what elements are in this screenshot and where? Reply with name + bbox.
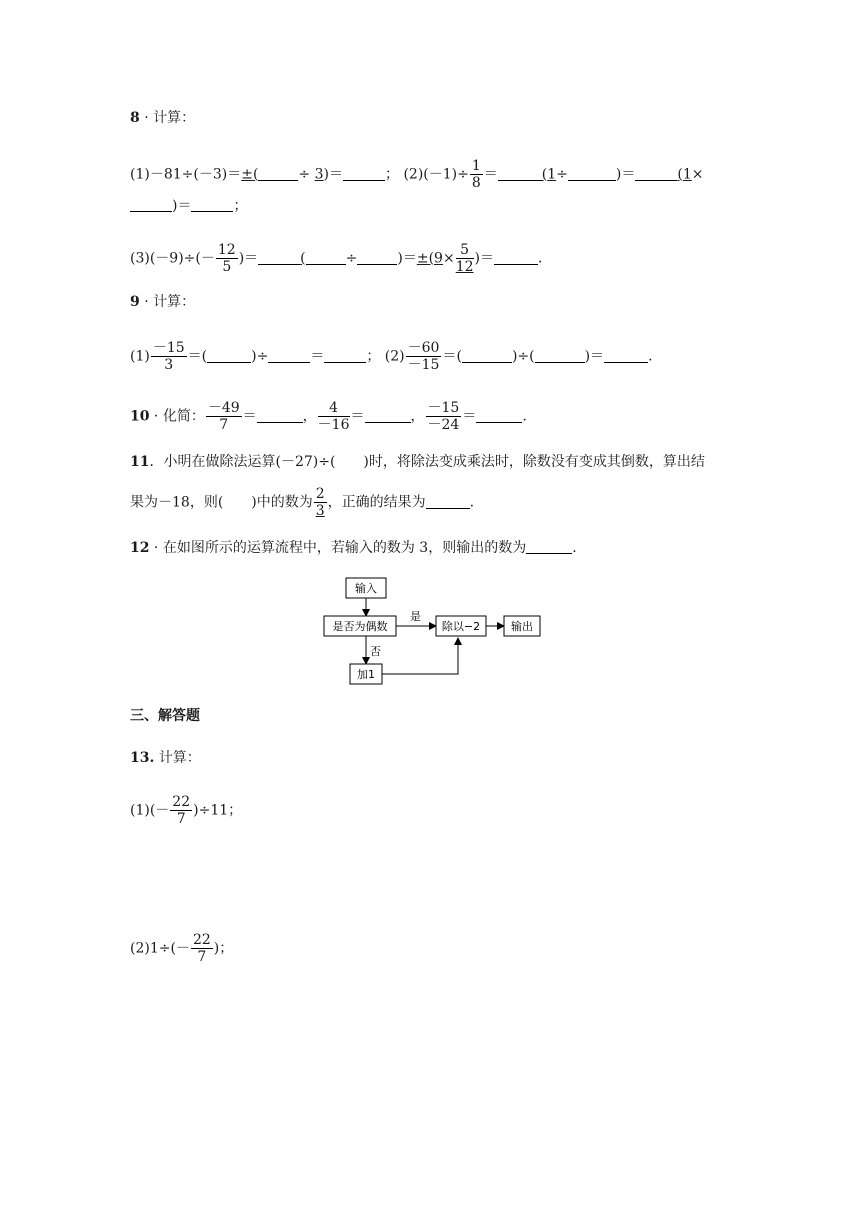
q11-row1 [130,452,705,472]
answer-blank[interactable] [324,348,366,363]
q9-p2-close-div: )÷( [511,348,535,365]
q8-p1-close: )＝ [323,166,343,183]
q8-p1-div: ÷ [298,166,315,183]
answer-blank[interactable] [257,408,303,423]
flow-arrow [382,638,458,674]
q9-heading: 9 · 计算： [130,294,196,310]
q10-eq: ＝ [242,408,257,425]
flowchart [310,570,560,695]
answer-blank[interactable] [604,348,648,363]
flow-output-box [504,616,540,636]
q13-p1-tail: )÷11； [193,802,243,819]
q12-number: 12 [130,540,150,556]
fraction: $\frac{4}{-16}$ [317,400,350,433]
q8-p3-close-eq2: )＝ [397,250,417,267]
answer-blank[interactable] [498,166,542,181]
flow-no-label: 否 [370,645,381,658]
q8-p3-dot: . [537,250,543,267]
q10-eq: ＝ [462,408,477,425]
q11-text2: 果为－18，则( )中的数为 [130,494,313,511]
q8-p1-three: 3 [314,166,324,183]
q9-p2-close-eq: )＝ [584,348,605,365]
q8-row3 [130,242,542,275]
answer-blank[interactable] [462,348,512,363]
answer-blank[interactable] [130,197,172,212]
q11-text1: ．小明在做除法运算(－27)÷( )时，将除法变成乘法时，除数没有变成其倒数，算出结 [149,454,705,470]
q8-p1-pm: ± [241,166,253,183]
answer-blank[interactable] [258,166,298,181]
q8-p3-close-end: )＝ [474,250,494,267]
q8-p2-div: ÷ [556,166,568,183]
q9-p1-eq: ＝( [187,348,208,365]
q10-comma: ， [410,408,425,425]
answer-blank[interactable] [568,166,616,181]
q10-label: 化简： [162,408,205,425]
q8-p3-nine: 9 [434,250,443,267]
q11-text3: ，正确的结果为 [327,494,426,511]
q10-eq: ＝ [350,408,365,425]
fraction: $\frac{5}{12}$ [455,242,474,275]
flow-add-box [350,664,382,684]
answer-blank[interactable] [426,494,470,509]
q9-p2-dot: . [648,348,653,365]
svg-text:是否为偶数: 是否为偶数 [332,620,388,633]
q8-p2-times: × [691,166,704,183]
fraction: $\frac{22}{7}$ [172,794,191,827]
answer-blank[interactable] [191,197,233,212]
q13-p1-lead: (1)(－ [130,802,170,819]
q12-text: 在如图所示的运算流程中，若输入的数为 3，则输出的数为 [162,540,527,556]
q8-p2-one1: 1 [547,166,557,183]
q8-p1-open: ( [252,166,259,183]
fraction: $\frac{22}{7}$ [192,932,211,965]
fraction: $\frac{-15}{-24}$ [427,400,460,433]
q8-p3-open: ( [300,250,306,267]
q8-heading: 8 · 计算： [130,110,196,126]
q10-comma: ， [302,408,317,425]
q8-p3-pm: ± [416,250,429,267]
q10-number: 10 [130,408,150,425]
q8-p2-lead: (2)(－1)÷ [403,166,469,183]
q9-p2-eq: ＝( [442,348,462,365]
q8-number: 8 [130,110,140,126]
fraction: $\frac{-49}{7}$ [207,400,240,433]
answer-blank[interactable] [365,408,411,423]
q8-p2-one2: 1 [682,166,692,183]
q8-p3-lead: (3)(－9)÷(－ [130,250,215,267]
q8-p1-lead: (1)－81÷(－3)＝ [130,166,242,183]
q13-heading [130,748,201,768]
q12-row: 12 · 在如图所示的运算流程中，若输入的数为 3，则输出的数为 . [130,540,577,556]
q9-p2-lead: (2) [384,348,405,365]
q11-row2 [130,486,474,519]
section-title: 三、解答题 [130,708,200,724]
q8-p2-end: ； [233,198,248,214]
answer-blank[interactable] [635,166,677,181]
q10-row: 10 · 化简： $\frac{-49}{7}$ ＝ ， $\frac{4}{-16}$ ＝ ， $\frac{-15}{-24}$ ＝ . [130,400,527,433]
answer-blank[interactable] [357,250,397,265]
fraction: $\frac{2}{3}$ [315,486,325,519]
answer-blank[interactable] [306,250,346,265]
q8-row2 [130,196,247,216]
answer-blank[interactable] [476,408,522,423]
svg-text:除以−2: 除以−2 [441,620,481,633]
answer-blank[interactable] [268,348,310,363]
q8-p2-open1: ( [541,166,548,183]
q13-p2-lead: (2)1÷(－ [130,940,190,957]
answer-blank[interactable] [535,348,585,363]
q13-number: 13. [130,750,155,766]
q12-dot: . [572,540,577,556]
q9-label: 计算： [153,294,196,310]
answer-blank[interactable] [494,250,538,265]
q8-p2-close-eq: )＝ [615,166,636,183]
answer-blank[interactable] [207,348,251,363]
svg-text:输出: 输出 [511,620,533,633]
q8-row1 [130,158,704,191]
q9-number: 9 [130,294,140,310]
q13-label: 计算： [158,750,201,766]
q9-p1-eq2: ＝ [310,348,325,365]
answer-blank[interactable] [526,539,572,554]
q10-dot: . [522,408,527,425]
q13-p1 [130,794,242,827]
q9-p1-semi: ； [366,348,381,365]
q8-label: 计算： [153,110,196,126]
svg-text:输入: 输入 [355,582,377,595]
q8-p2-open2: ( [677,166,683,183]
answer-blank[interactable] [258,250,300,265]
fraction: $\frac{12}{5}$ [217,242,236,275]
q13-p2 [130,932,233,965]
flow-input-box [346,578,386,598]
flow-check-box [324,616,396,636]
q8-p3-open9: ( [428,250,435,267]
flow-divide-box [436,616,486,636]
q8-p1-semi: ； [385,166,399,183]
q8-p2-close2: )＝ [172,198,192,214]
q9-p1-lead: (1) [130,348,150,365]
q9-p1-close-div: )÷ [251,348,269,365]
q8-p3-close-eq: )＝ [238,250,259,267]
q9-row [130,340,653,373]
q13-p2-tail: )； [213,940,234,957]
q8-p3-times: × [442,250,455,267]
fraction: $\frac{-15}{3}$ [152,340,185,373]
fraction: $\frac{1}{8}$ [471,158,481,191]
q11-number: 11 [130,454,150,470]
flow-yes-label: 是 [410,610,421,623]
q11-dot: . [469,494,475,511]
q8-p3-div: ÷ [345,250,358,267]
answer-blank[interactable] [343,166,385,181]
fraction: $\frac{-60}{-15}$ [407,340,440,373]
q8-p2-eq: ＝ [483,166,498,183]
svg-text:加1: 加1 [357,668,375,681]
